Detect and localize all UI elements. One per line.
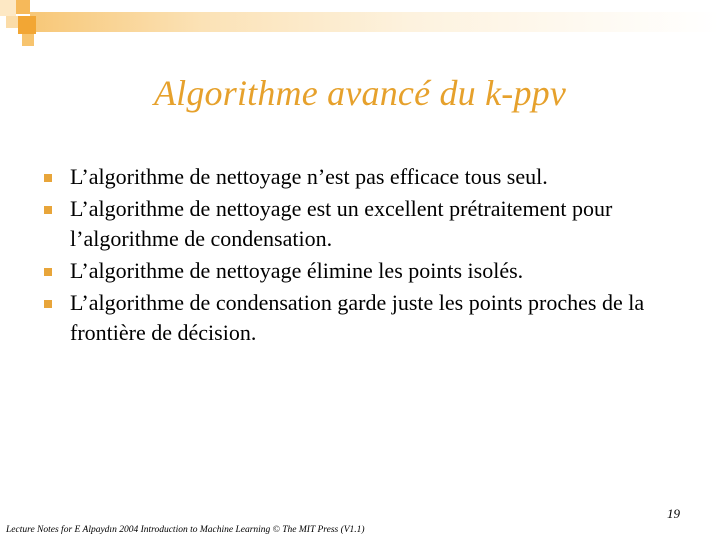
square-bullet-icon — [44, 206, 52, 214]
header-gradient-band — [30, 12, 720, 32]
square-bullet-icon — [44, 268, 52, 276]
square-bullet-icon — [44, 174, 52, 182]
corner-square-decoration — [6, 16, 18, 28]
bullet-list — [40, 162, 690, 350]
corner-square-decoration — [0, 0, 16, 16]
page-number: 19 — [667, 506, 680, 521]
bullet-item — [40, 162, 690, 192]
bullet-text: L’algorithme de nettoyage n’est pas efficace tous seul. — [70, 164, 548, 189]
footer-citation: Lecture Notes for E Alpaydın 2004 Introduction to Machine Learning © The MIT Press (V1.1) — [6, 525, 365, 535]
bullet-text: L’algorithme de nettoyage élimine les points isolés. — [70, 258, 524, 283]
square-bullet-icon — [44, 300, 52, 308]
bullet-item — [40, 256, 690, 286]
corner-square-decoration — [22, 34, 34, 46]
bullet-text: L’algorithme de nettoyage est un excellent prétraitement pour l’algorithme de condensation. — [70, 196, 613, 251]
slide-title: Algorithme avancé du k-ppv — [153, 73, 567, 113]
bullet-item — [40, 288, 690, 348]
bullet-item — [40, 194, 690, 254]
bullet-text: L’algorithme de condensation garde juste les points proches de la frontière de décision. — [70, 290, 645, 345]
corner-square-decoration — [16, 0, 30, 14]
corner-square-decoration — [18, 16, 36, 34]
